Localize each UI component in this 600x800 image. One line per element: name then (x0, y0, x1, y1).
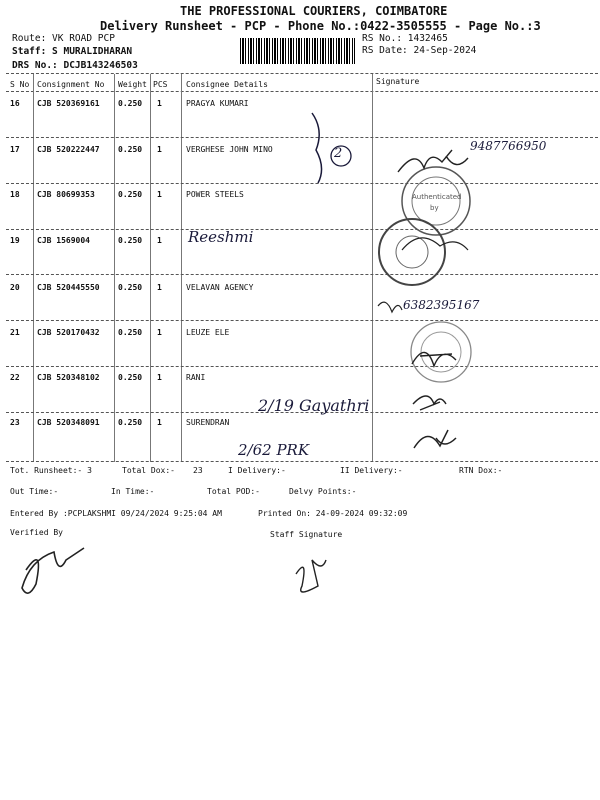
staff-label: Staff: S MURALIDHARAN (12, 46, 133, 57)
row-consignee: RANI (186, 373, 206, 382)
row-pcs: 1 (157, 236, 162, 245)
handwritten-phone: 9487766950 (470, 139, 547, 153)
in-time: In Time:- (111, 487, 155, 496)
signature (398, 150, 468, 172)
row-pcs: 1 (157, 190, 162, 199)
row-sno: 16 (10, 99, 20, 108)
signature (402, 238, 468, 250)
delvy-points: Delvy Points:- (289, 487, 357, 496)
col-consignment: Consignment No (37, 80, 105, 89)
row-sno: 19 (10, 236, 20, 245)
row-sno: 17 (10, 145, 20, 154)
row-consignee: PRAGYA KUMARI (186, 99, 249, 108)
rs-number: RS No.: 1432465 (362, 33, 448, 44)
col-sno: S No (10, 80, 30, 89)
row-consignment: CJB 520369161 (37, 99, 100, 108)
signature (413, 396, 446, 410)
row-consignment: CJB 80699353 (37, 190, 95, 199)
company-stamp (402, 167, 470, 235)
row-weight: 0.250 (118, 373, 143, 382)
svg-text:Authenticated: Authenticated (412, 193, 462, 201)
row-pcs: 1 (157, 99, 162, 108)
row-sno: 21 (10, 328, 20, 337)
row-consignee: LEUZE ELE (186, 328, 230, 337)
i-delivery: I Delivery:- (228, 466, 286, 475)
col-consignee: Consignee Details (186, 80, 268, 89)
row-weight: 0.250 (118, 236, 143, 245)
row-sno: 23 (10, 418, 20, 427)
row-consignment: CJB 520348091 (37, 418, 100, 427)
row-sno: 22 (10, 373, 20, 382)
row-consignee: SURENDRAN (186, 418, 230, 427)
row-weight: 0.250 (118, 283, 143, 292)
row-pcs: 1 (157, 418, 162, 427)
row-pcs: 1 (157, 373, 162, 382)
rtn-dox: RTN Dox:- (459, 466, 503, 475)
row-consignment: CJB 1569004 (37, 236, 90, 245)
signature (414, 430, 456, 448)
handwritten-phone: 6382395167 (403, 298, 480, 312)
total-runsheet: Tot. Runsheet:- 3 (10, 466, 92, 475)
company-stamp (379, 219, 445, 285)
row-pcs: 1 (157, 328, 162, 337)
route-label: Route: VK ROAD PCP (12, 33, 115, 44)
drs-number: DRS No.: DCJB143246503 (12, 60, 138, 71)
row-sno: 20 (10, 283, 20, 292)
row-consignee: VELAVAN AGENCY (186, 283, 254, 292)
total-pod: Total POD:- (207, 487, 260, 496)
row-consignee: POWER STEELS (186, 190, 244, 199)
handwritten-note: 2/19 Gayathri (258, 396, 370, 415)
row-weight: 0.250 (118, 328, 143, 337)
col-weight: Weight (118, 80, 147, 89)
row-consignment: CJB 520445550 (37, 283, 100, 292)
handwritten-name: Reeshmi (188, 228, 254, 246)
row-weight: 0.250 (118, 145, 143, 154)
row-weight: 0.250 (118, 99, 143, 108)
company-stamp (411, 322, 471, 382)
row-weight: 0.250 (118, 418, 143, 427)
staff-signature (296, 560, 326, 592)
entered-by: Entered By :PCPLAKSHMI 09/24/2024 9:25:04 AM (10, 509, 222, 518)
runsheet-subtitle: Delivery Runsheet - PCP - Phone No.:0422-3505555 - Page No.:3 (100, 19, 541, 33)
row-consignment: CJB 520222447 (37, 145, 100, 154)
signature (412, 352, 456, 366)
svg-text:by: by (430, 204, 439, 212)
row-consignment: CJB 520348102 (37, 373, 100, 382)
row-sno: 18 (10, 190, 20, 199)
verified-by: Verified By (10, 528, 63, 537)
verified-signature (22, 548, 84, 593)
row-consignment: CJB 520170432 (37, 328, 100, 337)
handwritten-note: 2/62 PRK (238, 441, 310, 459)
row-consignee: VERGHESE JOHN MINO (186, 145, 273, 154)
company-title: THE PROFESSIONAL COURIERS, COIMBATORE (180, 4, 448, 18)
rs-date: RS Date: 24-Sep-2024 (362, 45, 477, 56)
handwritten-note: 2 (334, 146, 343, 161)
printed-on: Printed On: 24-09-2024 09:32:09 (258, 509, 408, 518)
row-pcs: 1 (157, 145, 162, 154)
staff-signature-label: Staff Signature (270, 530, 343, 539)
row-pcs: 1 (157, 283, 162, 292)
total-dox-value: 23 (193, 466, 203, 475)
signature (378, 302, 402, 312)
row-weight: 0.250 (118, 190, 143, 199)
ii-delivery: II Delivery:- (340, 466, 403, 475)
col-pcs: PCS (153, 80, 168, 89)
col-signature: Signature (376, 77, 420, 86)
out-time: Out Time:- (10, 487, 59, 496)
total-dox-label: Total Dox:- (122, 466, 175, 475)
